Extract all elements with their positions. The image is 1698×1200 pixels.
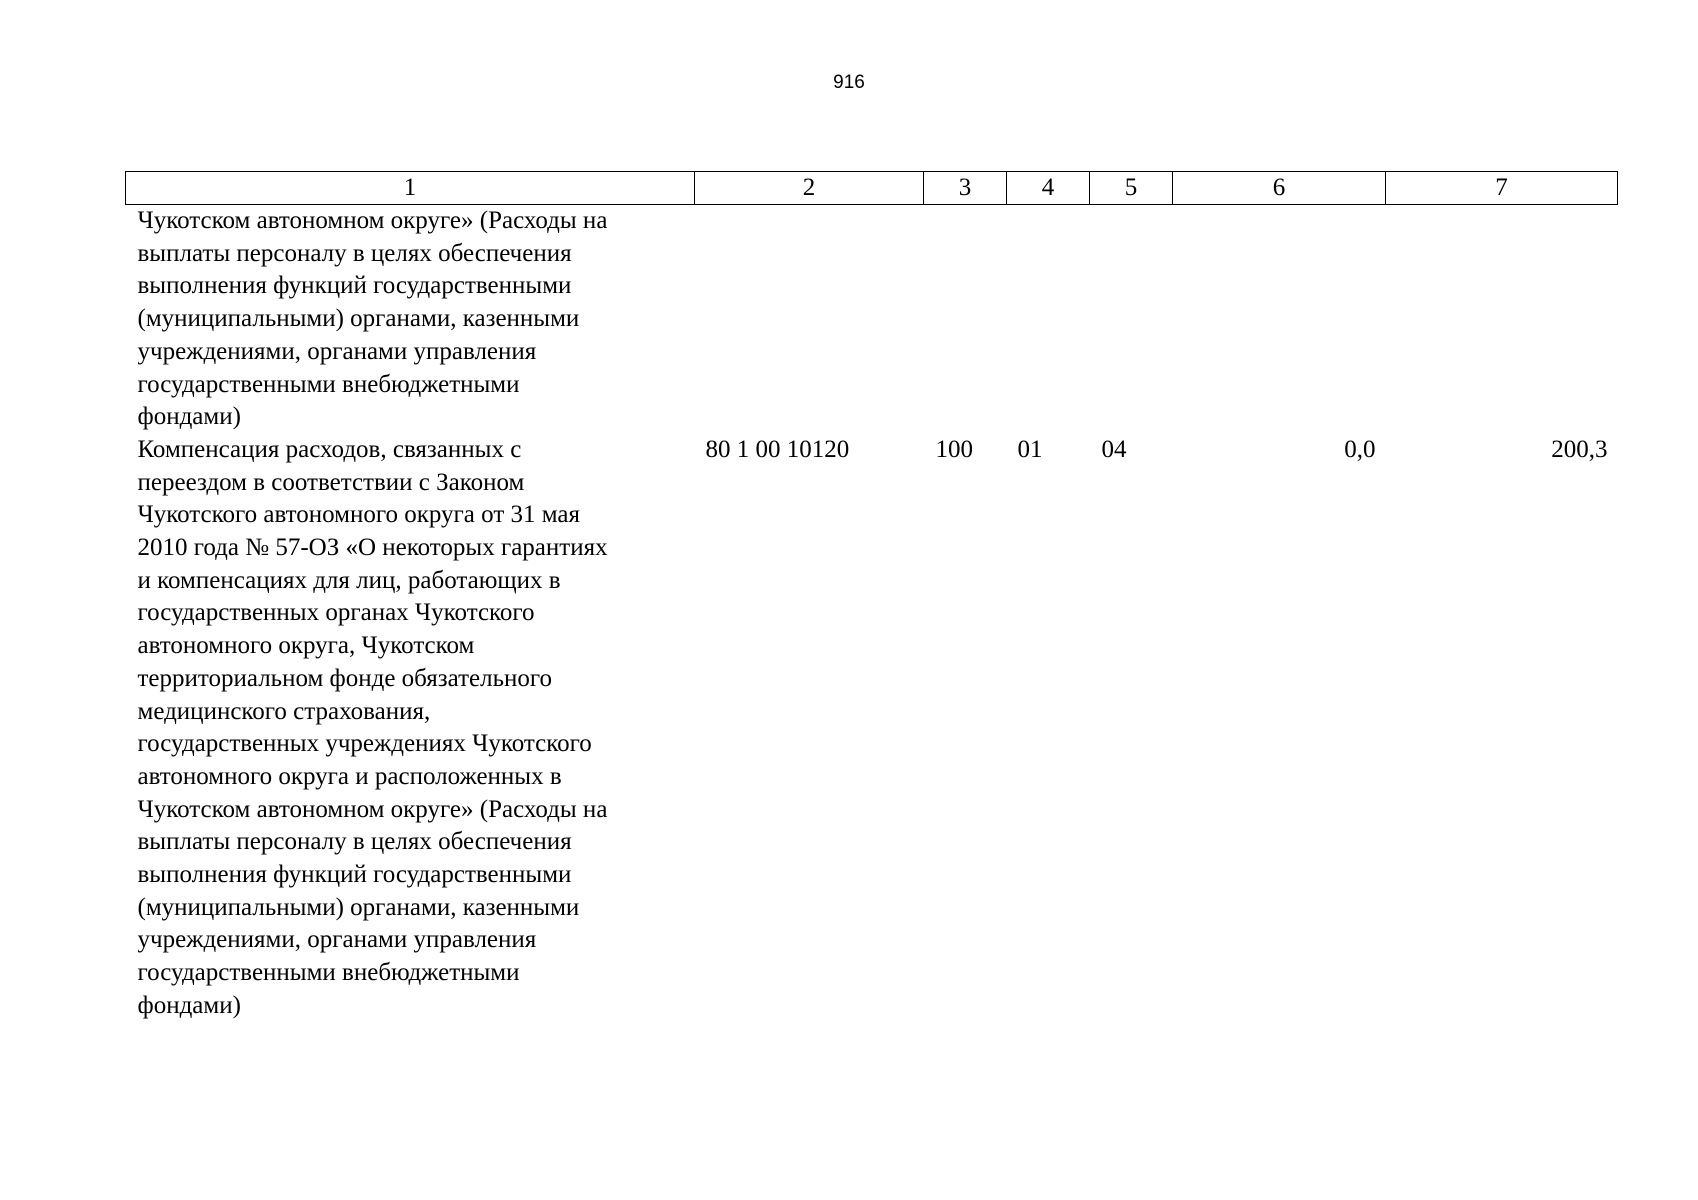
column-header-2: 2 [695,172,924,205]
column-header-4: 4 [1007,172,1090,205]
continuation-description-text: Чукотском автономном округе» (Расходы на выплаты персоналу в целях обеспечения выполнения функций государственными (муниципальными) органами, казенными учреждениями, органами управления государственными внебюджетными фондами) [137,207,608,431]
column-header-3: 3 [924,172,1007,205]
column-header-6: 6 [1173,172,1386,205]
column-header-7: 7 [1386,172,1618,205]
section-code: 01 [1017,435,1043,463]
row-description [126,434,695,1023]
row-description [126,205,695,434]
target-article-code: 80 1 00 10120 [705,435,850,463]
row-description-text: Компенсация расходов, связанных с переездом в соответствии с Законом Чукотского автономного округа от 31 мая 2010 года № 57-ОЗ «О некоторых гарантиях и компенсациях для лиц, работающих в государственных органах Чукотского автономного округа, Чукотском территориальном фонде обязательного медицинского страхования, государственных учреждениях Чукотского автономного округа и расположенных в Чукотском автономном округе» (Расходы на выплаты персоналу в целях обеспечения выполнения функций государственными (муниципальными) органами, казенными учреждениями, органами управления государственными внебюджетными фондами) [137,435,608,1019]
empty-cell [924,205,1007,434]
budget-table [125,171,1618,1023]
table-row-continuation [126,205,1618,434]
table-header-row [126,172,1618,205]
empty-cell [1386,205,1618,434]
empty-cell [695,205,924,434]
page-number: 916 [833,72,865,93]
table-row [126,434,1618,1023]
amount-column-6: 0,0 [1344,435,1376,463]
subsection-code: 04 [1101,435,1127,463]
amount-column-7: 200,3 [1551,435,1608,463]
expense-type-code: 100 [935,435,973,463]
empty-cell [1173,205,1386,434]
empty-cell [1090,205,1173,434]
column-header-5: 5 [1090,172,1173,205]
column-header-1: 1 [126,172,695,205]
empty-cell [1007,205,1090,434]
